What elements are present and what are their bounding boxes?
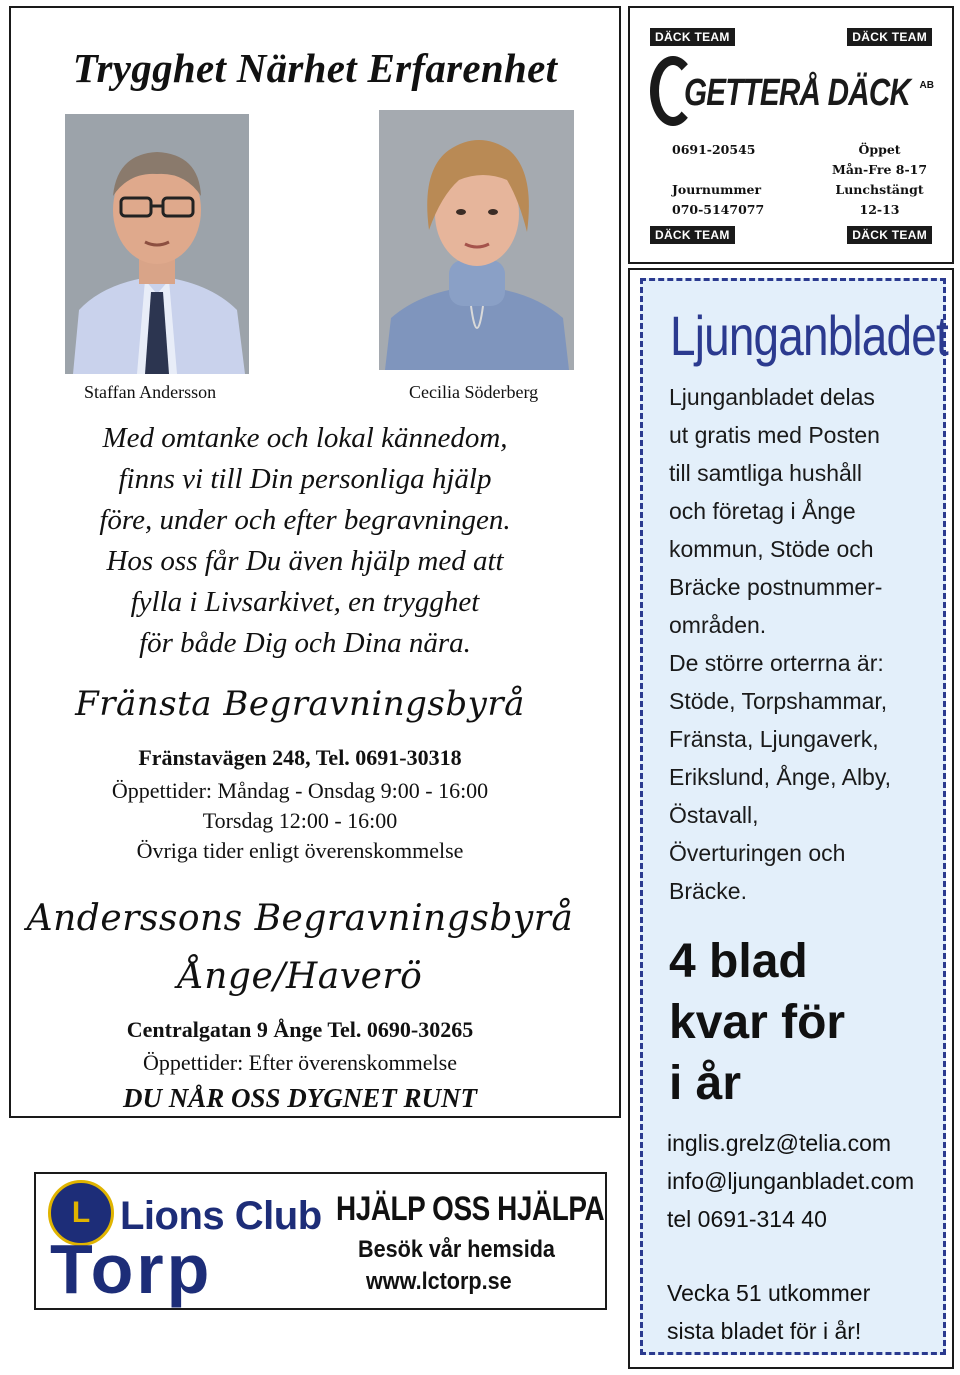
tire-shop-hours-block xyxy=(832,140,927,220)
notice-line: kvar för xyxy=(669,996,846,1049)
info-line: Östavall, xyxy=(669,802,759,828)
tire-shop-ad xyxy=(628,6,954,264)
email-link[interactable]: inglis.grelz@telia.com xyxy=(667,1130,892,1156)
bureau-hours-fransta xyxy=(11,776,589,866)
portrait-cecilia-soderberg xyxy=(379,110,574,370)
contact-info xyxy=(667,1124,914,1238)
hours-line: Övriga tider enligt överenskommelse xyxy=(136,838,464,863)
lions-club-name: Torp xyxy=(50,1230,213,1308)
dashed-info-box xyxy=(640,278,946,1355)
bureau-name-line: Ånge/Haverö xyxy=(177,956,423,997)
tire-shop-phone-block xyxy=(672,140,764,220)
tire-line: Öppet xyxy=(858,142,901,157)
info-line: Stöde, Torpshammar, xyxy=(669,688,888,714)
tagline: DU NÅR OSS DYGNET RUNT xyxy=(122,1083,478,1113)
intro-line: fylla i Livsarkivet, en trygghet xyxy=(130,586,480,618)
portrait-woman-image xyxy=(379,110,574,370)
dackteam-badge: DÄCK TEAM xyxy=(650,226,735,244)
phone-number: tel 0691-314 40 xyxy=(667,1206,827,1232)
lions-club-label: Lions Club xyxy=(120,1194,322,1238)
dackteam-badge: DÄCK TEAM xyxy=(847,28,932,46)
info-line: Fränsta, Ljungaverk, xyxy=(669,726,879,752)
lions-emblem-icon: L xyxy=(48,1180,114,1246)
info-line: till samtliga hushåll xyxy=(669,460,863,486)
intro-line: före, under och efter begravningen. xyxy=(99,504,511,536)
lions-slogan: HJÄLP OSS HJÄLPA xyxy=(336,1190,605,1228)
funeral-home-ad xyxy=(9,6,621,1118)
info-line: Överturingen och xyxy=(669,840,846,866)
info-line: Erikslund, Ånge, Alby, xyxy=(669,764,892,790)
notice-line: 4 blad xyxy=(669,935,808,988)
tire-line: Journummer xyxy=(672,182,762,197)
intro-line: Hos oss får Du även hjälp med att xyxy=(106,545,504,577)
footer-line: sista bladet för i år! xyxy=(667,1318,862,1344)
intro-line: finns vi till Din personliga hjälp xyxy=(118,463,492,495)
tire-line: Lunchstängt xyxy=(835,182,924,197)
hours-line: Öppettider: Måndag - Onsdag 9:00 - 16:00 xyxy=(111,778,489,803)
last-issue-notice xyxy=(667,1274,870,1350)
bureau-name-andersson xyxy=(11,890,589,1006)
dackteam-badge: DÄCK TEAM xyxy=(847,226,932,244)
intro-line: för både Dig och Dina nära. xyxy=(139,627,471,659)
tire-line xyxy=(672,160,764,180)
portrait-staffan-andersson xyxy=(65,114,249,374)
bureau-name-fransta: Fränsta Begravningsbyrå xyxy=(75,684,525,724)
lions-visit-text: Besök vår hemsida xyxy=(358,1236,555,1263)
tire-line: 12-13 xyxy=(859,202,900,217)
info-line: Ljunganbladet delas xyxy=(669,384,875,410)
notice-line: i år xyxy=(669,1057,742,1110)
tire-ad-content xyxy=(642,22,940,250)
lions-website-link[interactable]: www.lctorp.se xyxy=(366,1268,512,1295)
bureau-address-fransta: Fränstavägen 248, Tel. 0691-30318 xyxy=(138,745,462,770)
footer-line: Vecka 51 utkommer xyxy=(667,1280,871,1306)
ad-headline: Trygghet Närhet Erfarenhet xyxy=(72,45,558,91)
bureau-hours-andersson: Öppettider: Efter överenskommelse xyxy=(142,1050,457,1075)
hours-line: Torsdag 12:00 - 16:00 xyxy=(202,808,398,833)
tire-line: 070-5147077 xyxy=(672,202,765,217)
info-line: ut gratis med Posten xyxy=(669,422,880,448)
info-line: områden. xyxy=(669,612,767,638)
info-line: och företag i Ånge xyxy=(669,498,856,524)
distribution-info xyxy=(669,378,933,910)
bureau-address-andersson: Centralgatan 9 Ånge Tel. 0690-30265 xyxy=(126,1017,474,1042)
issues-remaining-notice xyxy=(669,931,845,1114)
info-line: Bräcke. xyxy=(669,878,747,904)
email-link[interactable]: info@ljunganbladet.com xyxy=(667,1168,915,1194)
tire-shop-brand: GETTERÅ DÄCK xyxy=(684,72,911,114)
ljunganbladet-panel xyxy=(628,268,954,1369)
tire-shop-brand-suffix: AB xyxy=(919,80,934,91)
info-line: Bräcke postnummer- xyxy=(669,574,883,600)
dackteam-badge: DÄCK TEAM xyxy=(650,28,735,46)
tire-line: 0691-20545 xyxy=(672,142,756,157)
info-line: De större orterrna är: xyxy=(669,650,884,676)
ljunganbladet-title: Ljunganbladet xyxy=(670,304,948,367)
tire-line: Mån-Fre 8-17 xyxy=(832,162,928,177)
portrait-man-image xyxy=(65,114,249,374)
lions-club-banner xyxy=(34,1172,607,1310)
intro-line: Med omtanke och lokal kännedom, xyxy=(102,422,508,454)
bureau-name-line: Anderssons Begravningsbyrå xyxy=(26,898,574,939)
info-line: kommun, Stöde och xyxy=(669,536,874,562)
caption-cecilia-soderberg: Cecilia Söderberg xyxy=(409,382,539,402)
caption-staffan-andersson: Staffan Andersson xyxy=(84,382,217,402)
intro-text xyxy=(31,418,579,664)
